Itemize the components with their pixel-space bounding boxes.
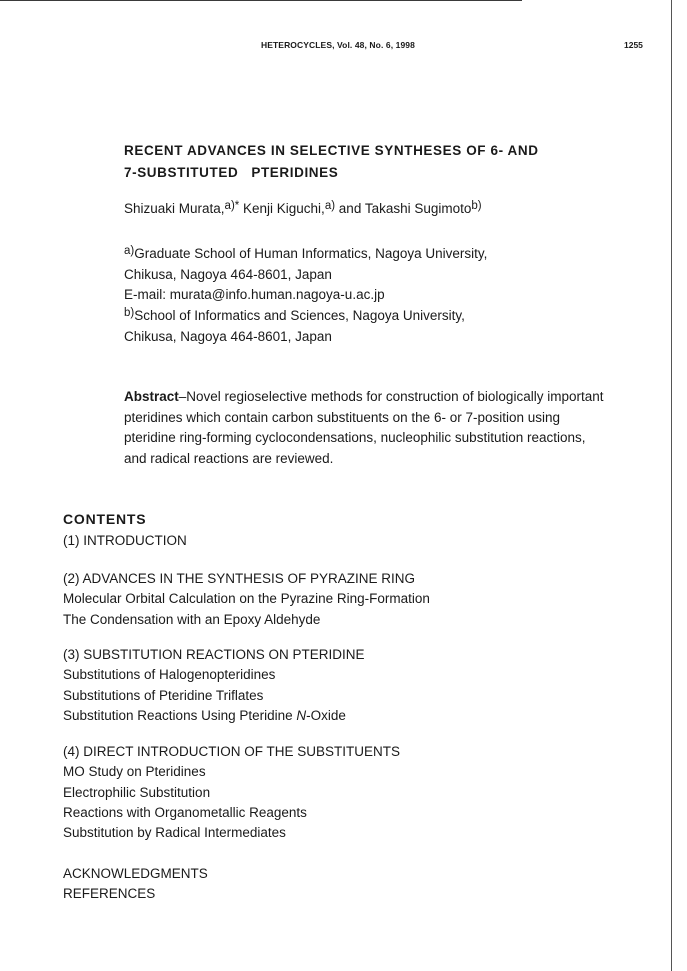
toc-entry-halogenopteridines: Substitutions of Halogenopteridines	[63, 667, 276, 683]
affiliation-b-marker: b)	[124, 307, 135, 320]
toc-entry-organometallic: Reactions with Organometallic Reagents	[63, 804, 307, 820]
affiliation-b-line-2: Chikusa, Nagoya 464-8601, Japan	[124, 328, 332, 344]
toc-entry-electrophilic: Electrophilic Substitution	[63, 784, 211, 800]
toc-entry-mo-study: MO Study on Pteridines	[63, 764, 206, 780]
author-kiguchi-affiliation-mark: a)	[324, 200, 336, 212]
toc-entry-introduction: (1) INTRODUCTION	[63, 533, 187, 548]
toc-entry-acknowledgments: ACKNOWLEDGMENTS	[63, 866, 208, 881]
right-margin-rule	[671, 0, 672, 971]
abstract	[124, 387, 604, 470]
running-head: HETEROCYCLES, Vol. 48, No. 6, 1998	[261, 40, 415, 50]
affiliation-a-marker: a)	[124, 245, 135, 257]
author-list	[124, 199, 482, 219]
toc-entry-radical: Substitution by Radical Intermediates	[63, 825, 286, 841]
toc-section-4	[63, 742, 400, 843]
author-kiguchi: Kenji Kiguchi,	[239, 201, 325, 216]
toc-entry-references: REFERENCES	[63, 886, 156, 902]
author-conjunction: and	[335, 201, 365, 216]
toc-entry-pyrazine-ring: (2) ADVANCES IN THE SYNTHESIS OF PYRAZINE RING	[63, 571, 416, 586]
author-sugimoto-affiliation-mark: b)	[471, 200, 482, 212]
abstract-label: Abstract	[124, 389, 179, 404]
toc-entry-substitution-reactions: (3) SUBSTITUTION REACTIONS ON PTERIDINE	[63, 647, 365, 662]
affiliation-a-line-2: Chikusa, Nagoya 464-8601, Japan	[124, 266, 332, 282]
author-sugimoto: Takashi Sugimoto	[364, 201, 472, 216]
abstract-text: –Novel regioselective methods for construction of biologically important pteridines which contain carbon substituents on the 6- or 7-position using pteridine ring-forming cyclocondensations, nucleophilic substitution reactions, and radical reactions are reviewed.	[124, 389, 604, 467]
affiliation-b-line-1: b)School of Informatics and Sciences, Nagoya University,	[124, 307, 465, 324]
toc-entry-pteridine-triflates: Substitutions of Pteridine Triflates	[63, 687, 264, 703]
affiliations	[124, 244, 487, 348]
toc-entry-epoxy-aldehyde: The Condensation with an Epoxy Aldehyde	[63, 611, 321, 627]
toc-entry-direct-introduction: (4) DIRECT INTRODUCTION OF THE SUBSTITUENTS	[63, 744, 401, 759]
toc-entry-mo-calculation: Molecular Orbital Calculation on the Pyrazine Ring-Formation	[63, 591, 430, 607]
author-murata: Shizuaki Murata,	[124, 201, 225, 216]
contents-heading: CONTENTS	[63, 511, 147, 527]
title-line-1: RECENT ADVANCES IN SELECTIVE SYNTHESES OF 6- AND	[124, 143, 539, 158]
title-line-2: 7-SUBSTITUTED PTERIDINES	[124, 165, 339, 180]
top-rule	[0, 0, 522, 1]
paper-title	[124, 140, 594, 184]
toc-section-2	[63, 569, 430, 630]
toc-back-matter	[63, 864, 208, 905]
affiliation-email[interactable]: E-mail: murata@info.human.nagoya-u.ac.jp	[124, 287, 385, 303]
author-murata-affiliation-mark: a)*	[224, 200, 240, 212]
toc-section-1	[63, 531, 187, 551]
page-number: 1255	[624, 40, 643, 50]
affiliation-a-line-1: a)Graduate School of Human Informatics, Nagoya University,	[124, 245, 488, 261]
toc-section-3	[63, 645, 365, 726]
toc-entry-n-oxide: Substitution Reactions Using Pteridine N-Oxide	[63, 707, 346, 723]
